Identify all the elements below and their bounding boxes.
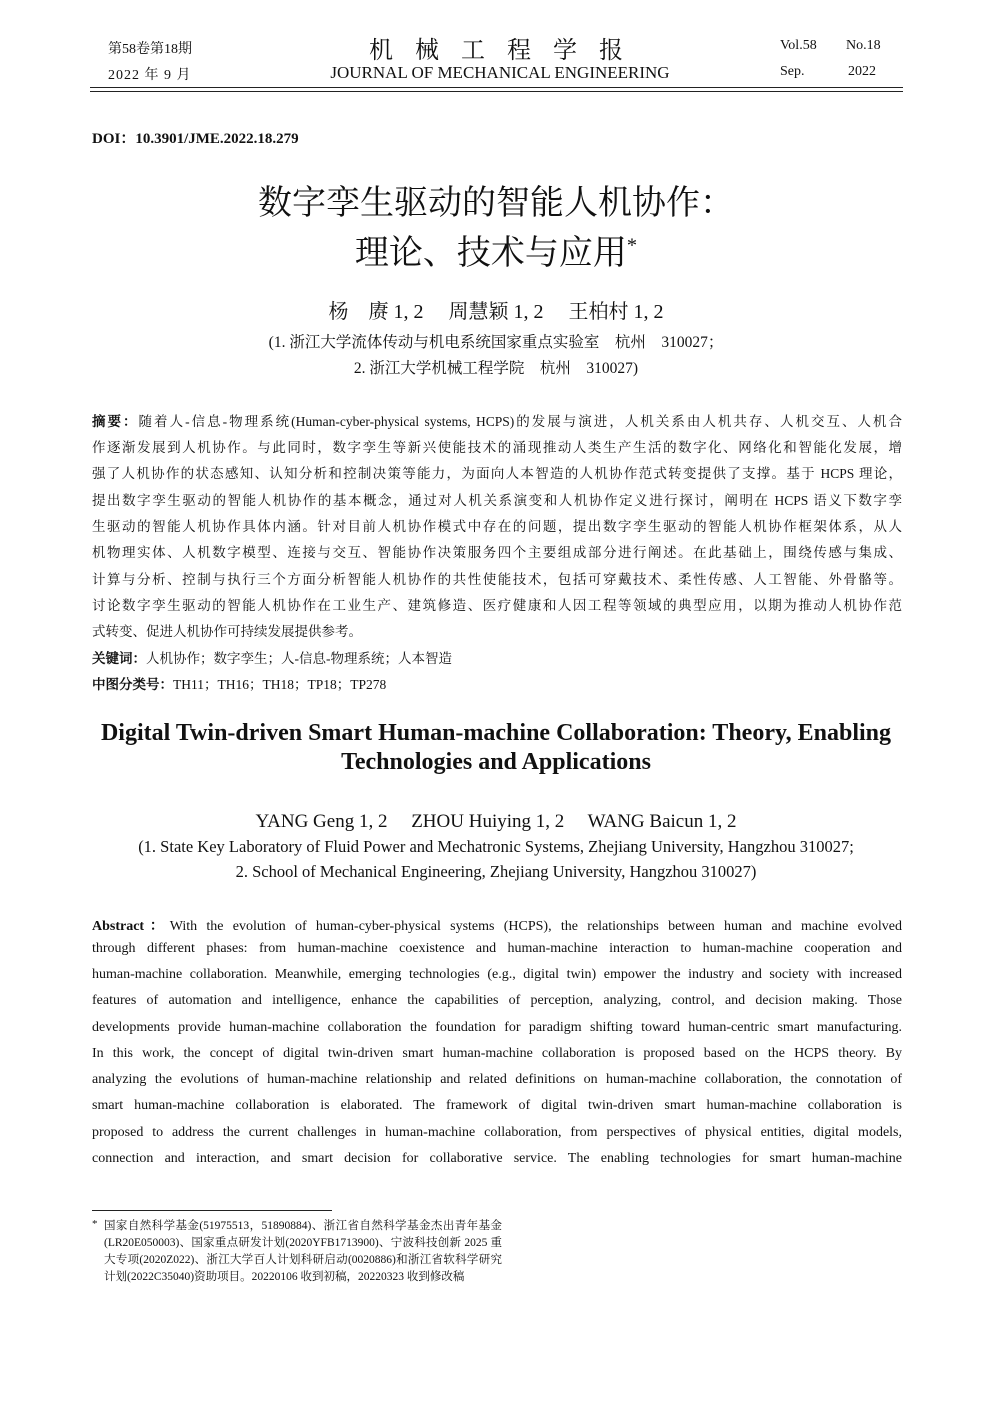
- authors-zh: 杨 赓 1, 2 周慧颖 1, 2 王柏村 1, 2: [328, 301, 664, 323]
- abstract-en-line: human-machine collaboration. Meanwhile, emerging technologies (e.g., digital twin) empower the industry and society with increased: [92, 967, 902, 982]
- authors-en: YANG Geng 1, 2 ZHOU Huiying 1, 2 WANG Baicun 1, 2: [255, 811, 737, 832]
- keywords-text: 人机协作；数字孪生；人-信息-物理系统；人本智造: [146, 651, 452, 666]
- abstract-en-line: With the evolution of human-cyber-physical systems (HCPS), the relationships between human and machine evolved: [169, 919, 902, 934]
- title-en-line1: Digital Twin-driven Smart Human-machine Collaboration: Theory, Enabling: [100, 720, 892, 746]
- header-rule: [90, 87, 903, 88]
- clc-number: [92, 673, 902, 693]
- clc-label: 中图分类号：: [92, 677, 173, 692]
- keywords-zh: [92, 647, 902, 667]
- doi: DOI：10.3901/JME.2022.18.279: [92, 131, 299, 147]
- abstract-en-line: analyzing the evolutions of human-machine relationship and related definitions on human-machine collaboration, the connotation of: [92, 1072, 902, 1087]
- year-en: 2022: [848, 64, 876, 79]
- abstract-en-line: developments provide human-machine collaboration the foundation for paradigm shifting toward human-centric smart manufacturing.: [92, 1020, 902, 1035]
- title-zh-line2: [0, 225, 992, 274]
- clc-text: TH11；TH16；TH18；TP18；TP278: [173, 677, 387, 692]
- abstract-en-line: connection and interaction, and smart decision for collaborative service. The enabling technologies for smart human-machine: [92, 1151, 902, 1166]
- issue-en: No.18: [846, 38, 881, 53]
- header-rule-thin: [90, 91, 903, 92]
- abstract-zh-line: 提出数字孪生驱动的智能人机协作的基本概念，通过对人机关系演变和人机协作定义进行探讨，阐明在 HCPS 语义下数字孪: [92, 493, 902, 508]
- abstract-zh-line: 随着人-信息-物理系统(Human-cyber-physical systems, HCPS)的发展与演进，人机关系由人机共存、人机交互、人机合: [138, 414, 903, 429]
- volume-en: Vol.58: [780, 38, 817, 53]
- title-footnote-mark: *: [626, 234, 638, 257]
- title-zh-text: 理论、技术与应用: [354, 235, 627, 272]
- abstract-en-line: In this work, the concept of digital twin-driven smart human-machine collaboration is proposed based on the HCPS theory. By: [92, 1046, 902, 1061]
- abstract-zh-label: 摘要：: [92, 414, 139, 429]
- abstract-zh-line: 作逐渐发展到人机协作。与此同时，数字孪生等新兴使能技术的涌现推动人类生产生活的数字化、网络化和智能化发展，增: [92, 440, 902, 455]
- date-zh: 2022 年 9 月: [108, 68, 192, 83]
- footnote-mark: *: [92, 1218, 98, 1230]
- abstract-zh-line: 计算与分析、控制与执行三个方面分析智能人机协作的共性使能技术，包括可穿戴技术、柔性传感、人工智能、外骨骼等。: [92, 572, 902, 587]
- footnote-rule: [92, 1210, 332, 1211]
- title-zh-line1: 数字孪生驱动的智能人机协作：: [258, 185, 734, 222]
- abstract-en-line: features of automation and intelligence, enhance the capabilities of perception, analyzing, control, and decision making. Those: [92, 993, 902, 1008]
- journal-title-en: JOURNAL OF MECHANICAL ENGINEERING: [330, 63, 670, 82]
- abstract-en-line: smart human-machine collaboration is elaborated. The framework of digital twin-driven smart human-machine collaboration is: [92, 1098, 902, 1113]
- month-en: Sep.: [780, 64, 805, 79]
- affiliation-en-2: 2. School of Mechanical Engineering, Zhejiang University, Hangzhou 310027): [235, 862, 757, 881]
- affiliation-zh-2: 2. 浙江大学机械工程学院 杭州 310027): [353, 360, 639, 377]
- volume-issue-zh: 第58卷第18期: [108, 42, 192, 57]
- abstract-zh-line: 式转变、促进人机协作可持续发展提供参考。: [92, 624, 362, 639]
- footnote-funding: 国家自然科学基金(51975513，51890884)、浙江省自然科学基金杰出青年基金(LR20E050003)、国家重点研发计划(2020YFB1713900)、宁波科技创新 2025 重大专项(2020Z022)、浙江大学百人计划科研启动(0020886)和浙江省软科学研究计划(2022C35040)资助项目。20220106 收到初稿，20220323 收到修改稿: [104, 1220, 502, 1283]
- abstract-en-line: proposed to address the current challenges in human-machine collaboration, from perspectives of physical entities, digital models,: [92, 1125, 902, 1140]
- journal-title-zh: 机 械 工 程 学 报: [369, 38, 631, 64]
- abstract-zh-line: 讨论数字孪生驱动的智能人机协作在工业生产、建筑修造、医疗健康和人因工程等领域的典型应用，以期为推动人机协作范: [92, 598, 902, 613]
- abstract-zh-line: 机物理实体、人机数字模型、连接与交互、智能协作决策服务四个主要组成部分进行阐述。在此基础上，围绕传感与集成、: [92, 545, 902, 560]
- abstract-en-line: through different phases: from human-machine coexistence and human-machine interaction to human-machine cooperation and: [92, 941, 902, 956]
- abstract-zh-line: 生驱动的智能人机协作具体内涵。针对目前人机协作模式中存在的问题，提出数字孪生驱动的智能人机协作框架体系，从人: [92, 519, 902, 534]
- affiliation-en-1: (1. State Key Laboratory of Fluid Power and Mechatronic Systems, Zhejiang University, Hangzhou 310027;: [138, 837, 854, 856]
- affiliation-zh-1: (1. 浙江大学流体传动与机电系统国家重点实验室 杭州 310027；: [268, 334, 724, 351]
- keywords-label: 关键词：: [92, 651, 146, 666]
- title-en-line2: Technologies and Applications: [341, 749, 651, 775]
- abstract-zh-line: 强了人机协作的状态感知、认知分析和控制决策等能力，为面向人本智造的人机协作范式转变提供了支撑。基于 HCPS 理论，: [92, 466, 902, 481]
- abstract-en-label: Abstract：: [92, 919, 170, 934]
